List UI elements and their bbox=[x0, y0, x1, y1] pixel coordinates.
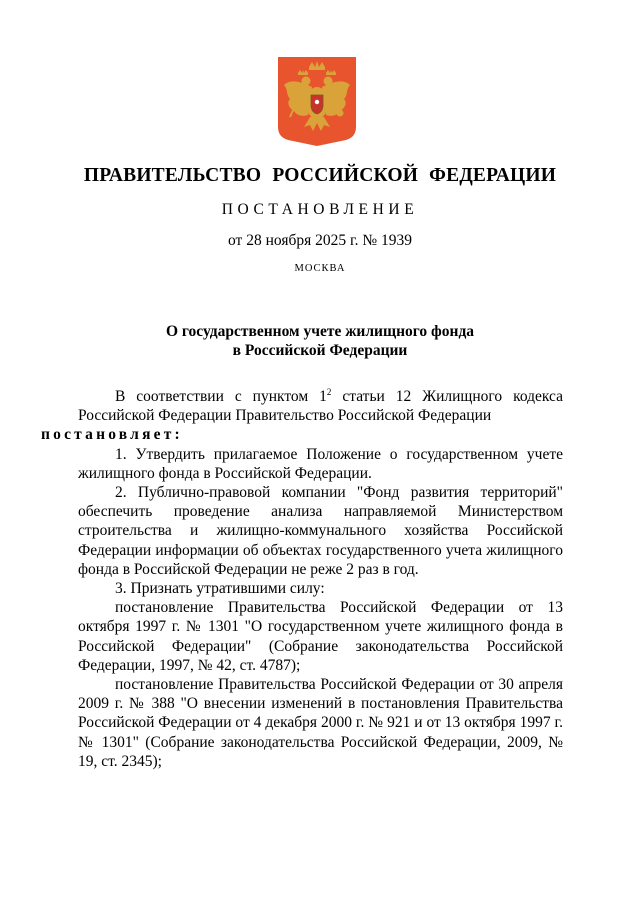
document-title-line2: в Российской Федерации bbox=[232, 342, 408, 359]
item-2: 2. Публично-правовой компании "Фонд развития территорий" обеспечить проведение анализа направляемой Министерством строительства и жилищно-коммунального хозяйства Российской Федерации информации об объектах государственного учета жилищного фонда в Российской Федерации не реже 2 раз в год. bbox=[78, 484, 563, 578]
item-3-subitem-b: постановление Правительства Российской Федерации от 30 апреля 2009 г. № 388 "О внесении изменений в постановления Правительства Российской Федерации от 4 декабря 2000 г. № 921 и от 13 октября 1997 г. № 1301" (Собрание законодательства Российской Федерации, 2009, № 19, ст. 2345); bbox=[78, 676, 563, 770]
decree-type: ПОСТАНОВЛЕНИЕ bbox=[221, 201, 419, 218]
document-title bbox=[0, 322, 640, 360]
intro-text-b: статьи 12 Жилищного кодекса Российской Федерации Правительство Российской Федерации bbox=[78, 388, 563, 425]
government-name: ПРАВИТЕЛЬСТВО РОССИЙСКОЙ ФЕДЕРАЦИИ bbox=[83, 165, 557, 186]
decree-city: МОСКВА bbox=[294, 263, 346, 274]
document-title-line1: О государственном учете жилищного фонда bbox=[165, 323, 475, 340]
item-1: 1. Утвердить прилагаемое Положение о государственном учете жилищного фонда в Российской Федерации. bbox=[78, 445, 563, 482]
intro-text-a: В соответствии с пунктом 1 bbox=[115, 388, 327, 405]
resolves-word: постановляет: bbox=[41, 426, 183, 444]
document-body bbox=[41, 387, 563, 771]
decree-date-number: от 28 ноября 2025 г. № 1939 bbox=[228, 232, 412, 249]
coat-of-arms-icon bbox=[276, 55, 358, 147]
intro-superscript: 2 bbox=[326, 387, 332, 397]
item-3-subitem-a: постановление Правительства Российской Федерации от 13 октября 1997 г. № 1301 "О государственном учете жилищного фонда в Российской Федерации" (Собрание законодательства Российской Федерации, 1997, № 42, ст. 4787); bbox=[78, 599, 563, 674]
item-3: 3. Признать утратившими силу: bbox=[115, 580, 325, 598]
intro-paragraph bbox=[41, 387, 563, 445]
